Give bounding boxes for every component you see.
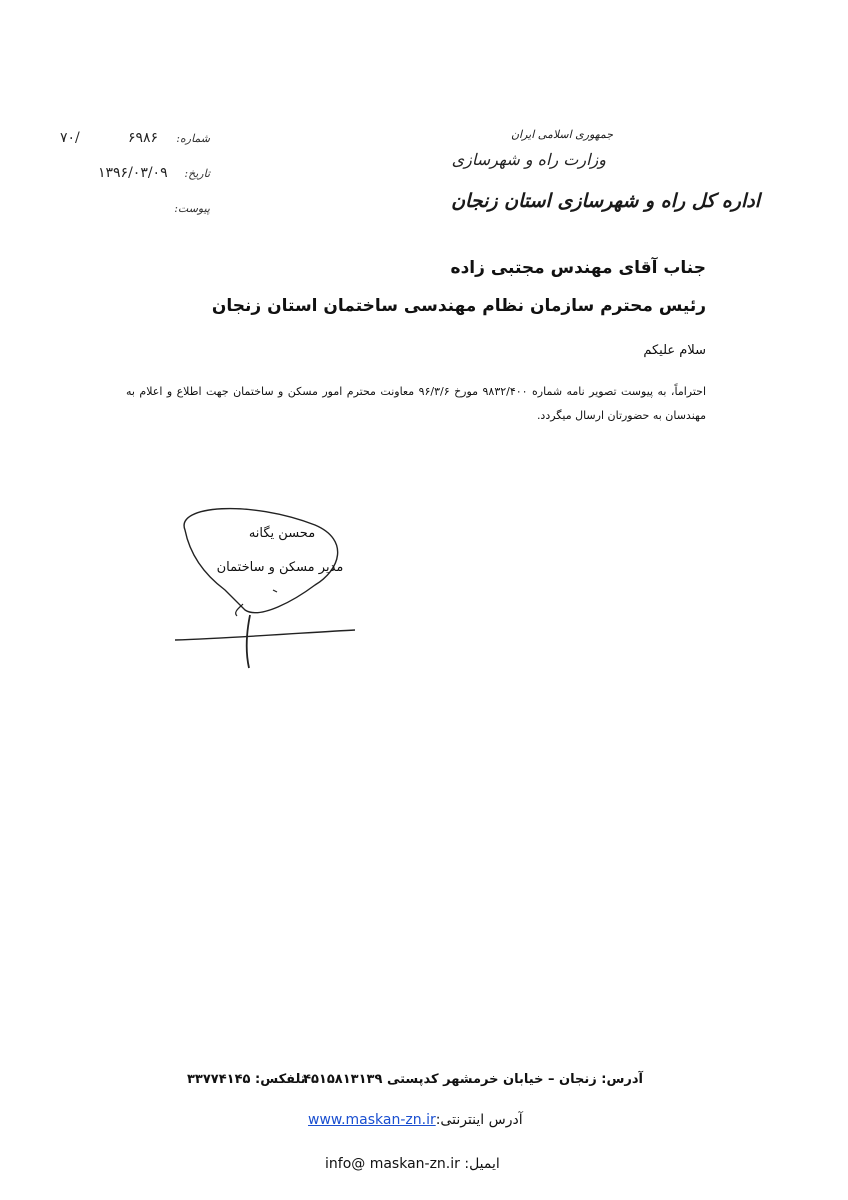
footer-website-row (308, 1112, 523, 1128)
letter-date-label: تاریخ: (184, 167, 210, 180)
letter-number-prefix: ۷۰/ (60, 130, 80, 146)
attachment-row (150, 202, 210, 222)
website-link[interactable]: www.maskan-zn.ir (308, 1112, 436, 1128)
footer-address: آدرس: زنجان – خیابان خرمشهر کدپستی ۴۵۱۵۸۱۳۱۳۹ (303, 1072, 643, 1087)
attachment-label: پیوست: (174, 202, 210, 215)
recipient-name: جناب آقای مهندس مجتبی زاده (450, 258, 706, 278)
republic-header: جمهوری اسلامی ایران (510, 128, 613, 141)
letter-date-value: ۱۳۹۶/۰۳/۰۹ (98, 165, 168, 181)
website-label: آدرس اینترنتی: (435, 1112, 523, 1128)
department-header: اداره کل راه و شهرسازی استان زنجان (451, 190, 760, 212)
letter-number-row (60, 130, 210, 150)
greeting: سلام علیکم (643, 343, 706, 358)
letter-number-value: ۶۹۸۶ (128, 130, 159, 146)
letter-body: احتراماً، به پیوست تصویر نامه شماره ۹۸۳۲/۴۰۰ مورخ ۹۶/۳/۶ معاونت محترم امور مسکن و ساختمان جهت اطلاع و اعلام به مهندسان به حضورتان ارسال میگردد. (126, 385, 707, 422)
ministry-header: وزارت راه و شهرسازی (451, 150, 606, 169)
footer-fax: تلفکس: ۳۳۷۷۴۱۴۵ (187, 1072, 306, 1087)
signatory-name: محسن یگانه (248, 526, 316, 541)
email-label: ایمیل: (464, 1156, 500, 1172)
letter-date-row (90, 165, 210, 185)
recipient-title: رئیس محترم سازمان نظام مهندسی ساختمان استان زنجان (211, 296, 706, 316)
letter-number-label: شماره: (176, 132, 210, 145)
signatory-title: مدیر مسکن و ساختمان (216, 560, 344, 575)
email-value: info@ maskan-zn.ir (325, 1156, 460, 1172)
footer-email-row (325, 1156, 500, 1172)
